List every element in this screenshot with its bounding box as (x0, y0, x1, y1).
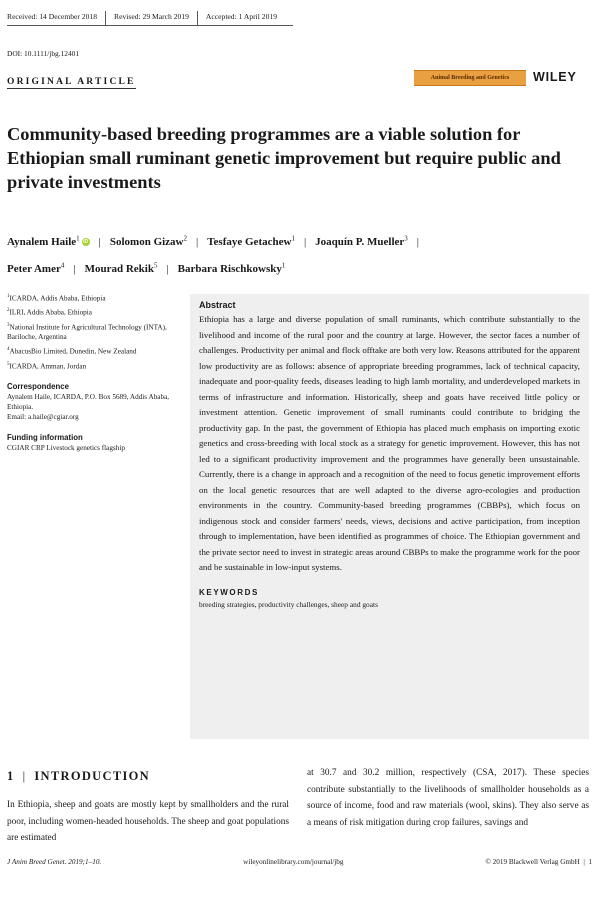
doi-link[interactable]: DOI: 10.1111/jbg.12401 (7, 49, 80, 58)
affiliation: $^1$ICARDA, Addis Ababa, Ethiopia (7, 294, 106, 303)
publisher-logo[interactable]: WILEY (533, 70, 577, 84)
journal-logo[interactable]: Animal Breeding and Genetics (414, 70, 526, 86)
article-title: Community-based breeding programmes are a viable solution for Ethiopian small ruminant genetic improvement but require public and private investments (7, 124, 561, 192)
page-number: 1 (588, 858, 592, 866)
article-type-label: ORIGINAL ARTICLE (7, 77, 136, 87)
received-date: Received: 14 December 2018 (7, 11, 106, 25)
affiliation: $^4$AbacusBio Limited, Dunedin, New Zealand (7, 347, 137, 356)
revised-date: Revised: 29 March 2019 (114, 11, 198, 25)
author[interactable]: Peter Amer$^4$ (7, 261, 65, 276)
affiliation: $^5$ICARDA, Amman, Jordan (7, 361, 87, 370)
funding-heading: Funding information (7, 432, 83, 442)
author[interactable]: Solomon Gizaw$^2$ (109, 234, 188, 248)
abstract-box (190, 294, 589, 739)
footer-url[interactable]: wileyonlinelibrary.com/journal/jbg (243, 858, 344, 866)
author-list: Aynalem Haile$^1$ iD | Solomon Gizaw$^2$ | Tesfaye Getachew$^1$ | Joaquín P. Mueller$^3$ | Peter Amer$^4$ | Mourad Rekik$^5$ | Barbara Rischkowsky$^1$ (7, 234, 419, 276)
correspondence-email[interactable]: Email: a.haile@cgiar.org (7, 412, 79, 421)
author[interactable]: Barbara Rischkowsky$^1$ (177, 261, 286, 276)
author[interactable]: Tesfaye Getachew$^1$ (207, 234, 295, 248)
footer-right: © 2019 Blackwell Verlag GmbH | 1 (485, 858, 592, 866)
section-title: INTRODUCTION (34, 769, 150, 783)
date-bar (7, 11, 293, 26)
orcid-icon[interactable]: iD (83, 238, 89, 245)
affiliation: $^3$National Institute for Agricultural Technology (INTA), Bariloche, Argentina (7, 322, 167, 342)
keywords-heading: KEYWORDS (199, 587, 259, 597)
article-info-column (7, 292, 179, 453)
author[interactable]: Joaquín P. Mueller$^3$ (315, 234, 408, 248)
author[interactable]: Mourad Rekik$^5$ (84, 261, 158, 276)
correspondence-address: Aynalem Haile, ICARDA, P.O. Box 5689, Addis Ababa, Ethiopia. (7, 392, 170, 411)
footer-citation: J Anim Breed Genet. 2019;1–10. (7, 858, 102, 866)
accepted-date: Accepted: 1 April 2019 (205, 12, 277, 21)
funding-text: CGIAR CRP Livestock genetics flagship (7, 443, 125, 452)
section-heading: 1 | INTRODUCTION (7, 769, 150, 783)
section-number: 1 (7, 769, 15, 783)
body-text-column-1: In Ethiopia, sheep and goats are mostly kept by smallholders and the rural poor, including women-headed households. The sheep and goat populations are estimated (7, 800, 289, 843)
keywords-text: breeding strategies, productivity challenges, sheep and goats (199, 599, 378, 609)
page-footer (7, 858, 592, 870)
affiliation: $^2$ILRI, Addis Ababa, Ethiopia (7, 308, 92, 317)
abstract-text: Ethiopia has a large and diverse population of small ruminants, which contribute substantially to the livelihood and income of the rural poor and the country at large. However, the sector faces a number of challenges. Productivity per animal and flock offtake are both very low. Reasons attributed for the apparent low productivity are as follows: absence of appropriate breeding programmes, lack of technical capacity, inadequate and poor-quality feeds, diseases leading to high lamb mortality, and underdeveloped markets in terms of infrastructure and information. Historically, sheep and goats have received little policy or investment attention. Genetic improvement of small ruminants could contribute to bridging the productivity gap. In the past, the government of Ethiopia has placed much emphasis on importing exotic genetics and cross-breeding with local stock as a strategy for genetic improvement. However, this has not led to a significant productivity improvement and the programmes have generally been unsustainable. Currently, there is a change in approach and a recognition of the need to focus genetic improvement efforts on the local genetic resources that are well adapted to the diverse agro-ecologies and production environments in the country. Community-based breeding programmes (CBBPs), which focus on indigenous stock and consider farmers' needs, views, decisions and active participation, from inception through to implementation, have been identified as programmes of choice. The Ethiopian government and the private sector need to invest in strategic areas around CBBPs to make the programme work for the poor and be sustainable in low-input systems. (199, 314, 580, 572)
correspondence-heading: Correspondence (7, 381, 69, 391)
body-text-column-2: at 30.7 and 30.2 million, respectively (CSA, 2017). These species contribute substantially to the livelihoods of smallholder households as a source of income, food and raw materials (wool, skins). They also serve as a means of risk mitigation during crop failures, savings and (307, 768, 589, 828)
author[interactable]: Aynalem Haile$^1$ iD (7, 234, 89, 248)
abstract-heading: Abstract (199, 300, 236, 310)
footer-copyright: © 2019 Blackwell Verlag GmbH (485, 858, 580, 866)
